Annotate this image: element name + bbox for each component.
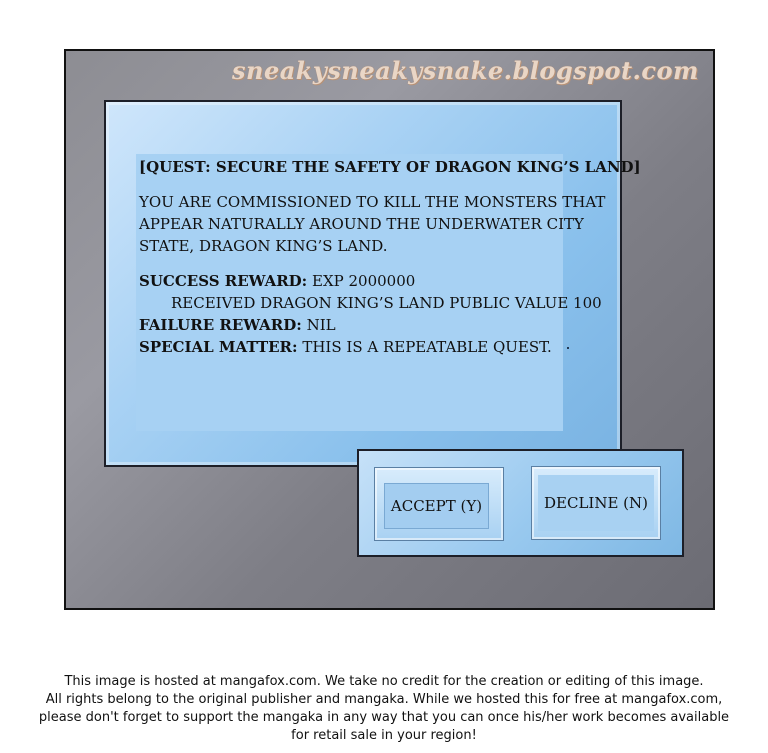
notice-line: This image is hosted at mangafox.com. We take no credit for the creation or editing of this image. (64, 674, 704, 689)
failure-reward-label: FAILURE REWARD: (139, 316, 302, 334)
special-matter-value: THIS IS A REPEATABLE QUEST. (302, 338, 552, 356)
quest-content (139, 156, 641, 358)
notice-line: please don't forget to support the mangaka in any way that you can once his/her work becomes available (38, 710, 730, 725)
failure-reward-row (139, 314, 589, 336)
watermark-text: sneakysneakysnake.blogspot.com (232, 56, 699, 85)
decorative-dot (567, 347, 569, 349)
special-matter-label: SPECIAL MATTER: (139, 338, 298, 356)
accept-button-label: ACCEPT (Y) (390, 497, 483, 515)
notice-line: All rights belong to the original publisher and mangaka. While we hosted this for free at mangafox.com, (45, 692, 723, 707)
quest-description (139, 191, 606, 257)
description-line: YOU ARE COMMISSIONED TO KILL THE MONSTERS THAT (139, 193, 606, 211)
success-reward-row (139, 270, 589, 292)
success-reward-label: SUCCESS REWARD: (139, 272, 308, 290)
special-matter-row (139, 336, 589, 358)
failure-reward-value: NIL (306, 316, 336, 334)
description-line: APPEAR NATURALLY AROUND THE UNDERWATER CITY (139, 215, 584, 233)
hosting-notice (0, 673, 768, 745)
notice-line: for retail sale in your region! (291, 728, 477, 743)
accept-button-face[interactable] (384, 483, 489, 529)
success-reward-extra: RECEIVED DRAGON KING’S LAND PUBLIC VALUE 100 (171, 294, 602, 312)
decline-button[interactable] (531, 466, 661, 540)
accept-button[interactable] (374, 467, 504, 541)
success-reward-value: EXP 2000000 (312, 272, 416, 290)
decline-button-face[interactable] (538, 475, 654, 531)
quest-rewards (139, 270, 602, 358)
description-line: STATE, DRAGON KING’S LAND. (139, 237, 388, 255)
quest-title: [QUEST: SECURE THE SAFETY OF DRAGON KING’S LAND] (139, 158, 641, 176)
decline-button-label: DECLINE (N) (543, 494, 648, 512)
